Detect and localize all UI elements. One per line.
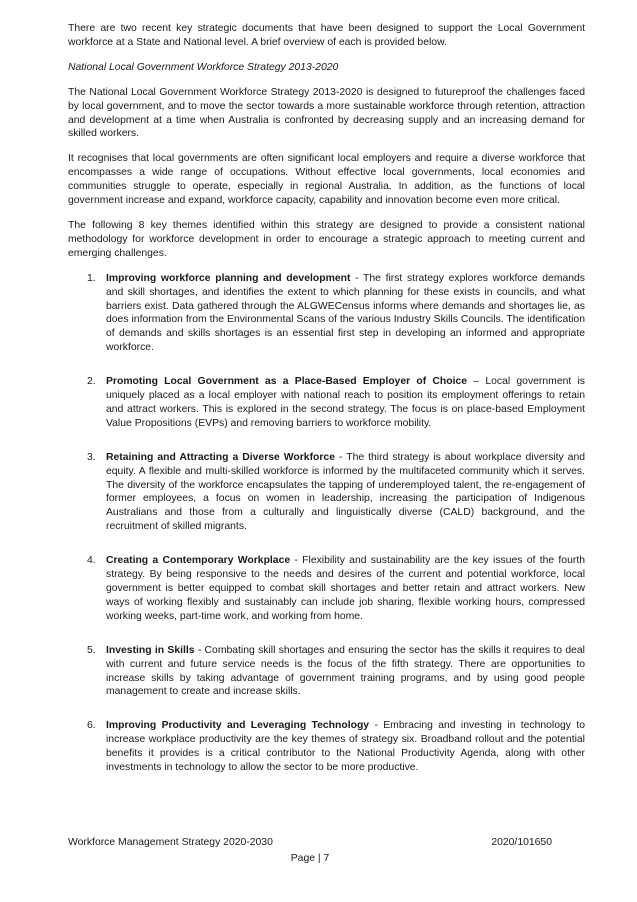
list-item-number: 1. [87,272,96,284]
list-item-number: 6. [87,720,96,732]
list-item-number: 5. [87,644,96,656]
body-paragraph-3: The following 8 key themes identified within this strategy are designed to provide a consistent national methodology for workforce development in order to encourage a strategic approach to meeting current and emerging challenges. [68,219,585,259]
list-item-title: Retaining and Attracting a Diverse Workforce [106,451,335,463]
list-item-title: Promoting Local Government as a Place-Based Employer of Choice [106,376,468,388]
body-paragraph-2: It recognises that local governments are often significant local employers and require a diverse workforce that encompasses a wide range of occupations. Without effective local governments, local economies and communities struggle to operate, especially in regional Australia. In addition, as the functions of local government increase and expand, workforce capacity, capability and innovation become even more critical. [68,153,585,207]
section-subheading: National Local Government Workforce Strategy 2013-2020 [68,61,339,73]
list-item-text: - Embracing and investing in technology to increase workplace productivity are the key themes of strategy six. Broadband rollout and the potential benefits it provides is a critical contributor to the National Productivity Agenda, along with other investments in technology to allow the sector to be more productive. [106,720,585,774]
list-item-text: - The first strategy explores workforce demands and skill shortages, and identifies the extent to which planning for these exists in councils, and what barriers exist. Data gathered through the ALGWECensus informs where demands and shortages lie, as does information from the Environmental Scans of the various Industry Skills Councils. The identification of demands and skills shortages is an essential first step in developing an informed and appropriate workforce. [106,272,586,354]
list-item-title: Improving workforce planning and development [106,272,351,284]
list-item [68,554,585,624]
list-item [68,451,585,534]
list-item-text: - The third strategy is about workplace diversity and equity. A flexible and multi-skilled workforce is informed by the multifaceted community which it serves. The diversity of the workforce encapsulates the tapping of underemployed talent, the re-engagement of former employees, a focus on women in leadership, increasing the participation of Indigenous Australians and those from a culturally and linguistically diverse (CALD) background, and the recruitment of skilled migrants. [106,451,585,533]
footer-page-number: Page | 7 [290,853,330,864]
list-item-title: Improving Productivity and Leveraging Technology [106,720,370,732]
list-item-number: 4. [87,555,96,567]
list-item-title: Creating a Contemporary Workplace [106,555,291,567]
list-item [68,272,585,355]
footer-document-reference: 2020/101650 [491,837,552,848]
list-item-number: 3. [87,451,96,463]
list-item [68,719,585,775]
list-item [68,375,585,431]
list-item-number: 2. [87,376,96,388]
list-item-text: - Combating skill shortages and ensuring the sector has the skills it requires to deal with current and future service needs is the focus of the fifth strategy. There are opportunities to increase skills by taking advantage of government training programs, and by using good people management to create and increase skills. [106,644,585,698]
list-item-text: - Flexibility and sustainability are the key issues of the fourth strategy. By being responsive to the needs and desires of the current and potential workforce, local government is better equipped to combat skill shortages and better retain and attract workers. New ways of working flexibly and sustainably can include job sharing, flexible working hours, compressed working weeks, part-time work, and working from home. [106,555,585,622]
footer-document-title: Workforce Management Strategy 2020-2030 [68,837,273,848]
document-page [68,22,585,795]
list-item [68,644,585,700]
themes-list [68,272,585,775]
list-item-text: – Local government is uniquely placed as a local employer with national reach to position its employment offerings to retain and attract workers. This is explored in the second strategy. The focus is on place-based Employment Value Propositions (EVPs) and removing barriers to workforce mobility. [106,376,585,429]
body-paragraph-1: The National Local Government Workforce Strategy 2013-2020 is designed to futureproof the challenges faced by local government, and to move the sector towards a more sustainable workforce through retention, attraction and development at a time when Australia is confronted by decreasing supply and an increasing demand for skilled workers. [68,86,585,140]
intro-paragraph: There are two recent key strategic documents that have been designed to support the Local Government workforce at a State and National level. A brief overview of each is provided below. [68,23,585,48]
list-item-title: Investing in Skills [106,644,195,656]
